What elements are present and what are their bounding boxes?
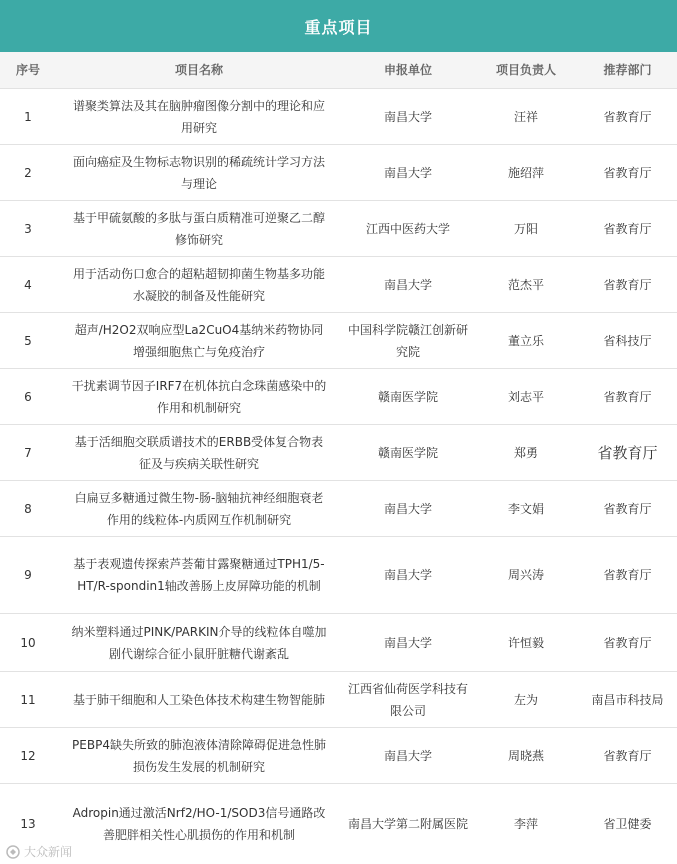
cell-lead: 郑勇: [513, 445, 538, 460]
cell-dept: 省教育厅: [603, 635, 652, 650]
cell-dept: 省教育厅: [603, 109, 652, 124]
table-row: [0, 369, 677, 425]
cell-lead: 范杰平: [507, 277, 544, 292]
table-row: [0, 481, 677, 537]
cell-name: 白扁豆多糖通过微生物-肠-脑轴抗神经细胞衰老作用的线粒体-内质网互作机制研究: [74, 490, 324, 527]
cell-lead: 汪祥: [513, 109, 538, 124]
cell-dept: 省教育厅: [603, 277, 652, 292]
table-row: [0, 145, 677, 201]
cell-no: 7: [24, 445, 32, 460]
cell-no: 5: [24, 333, 32, 348]
cell-unit: 南昌大学: [383, 501, 432, 516]
cell-lead: 周晓燕: [507, 748, 544, 763]
cell-unit: 赣南医学院: [377, 389, 438, 404]
table-row: [0, 728, 677, 784]
cell-lead: 刘志平: [507, 389, 544, 404]
cell-unit: 中国科学院赣江创新研究院: [348, 322, 469, 359]
cell-name: 基于甲硫氨酸的多肽与蛋白质精准可逆聚乙二醇修饰研究: [72, 210, 325, 247]
cell-dept: 南昌市科技局: [591, 692, 664, 707]
cell-unit: 南昌大学: [383, 568, 432, 582]
cell-unit: 赣南医学院: [377, 445, 438, 460]
cell-lead: 许恒毅: [507, 635, 544, 650]
header-no: 序号: [15, 63, 40, 77]
watermark-text: 大众新闻: [24, 845, 73, 859]
cell-unit: 南昌大学: [383, 748, 432, 763]
cell-unit: 南昌大学: [383, 277, 432, 292]
cell-name: 基于活细胞交联质谱技术的ERBB受体复合物表征及与疾病关联性研究: [74, 434, 324, 471]
cell-dept: 省教育厅: [603, 389, 652, 404]
cell-no: 3: [24, 221, 32, 236]
table-row: [0, 614, 677, 672]
watermark-logo-icon: [6, 845, 20, 859]
table-row: [0, 313, 677, 369]
cell-name: 面向癌症及生物标志物识别的稀疏统计学习方法与理论: [72, 154, 325, 191]
cell-name: PEBP4缺失所致的肺泡液体清除障碍促进急性肺损伤发生发展的机制研究: [72, 737, 326, 774]
cell-dept: 省教育厅: [603, 748, 652, 763]
table-header: [0, 52, 677, 89]
cell-no: 12: [20, 748, 36, 763]
cell-name: 基于肺干细胞和人工染色体技术构建生物智能肺: [72, 692, 325, 707]
cell-name: 纳米塑料通过PINK/PARKIN介导的线粒体自噬加剧代谢综合征小鼠肝脏糖代谢紊乱: [71, 624, 327, 661]
cell-name: 超声/H2O2双响应型La2CuO4基纳米药物协同增强细胞焦亡与免疫治疗: [74, 322, 324, 359]
header-dept: 推荐部门: [603, 63, 652, 77]
cell-no: 13: [20, 816, 36, 831]
table-row: [0, 257, 677, 313]
header-unit: 申报单位: [383, 63, 432, 77]
cell-lead: 周兴涛: [507, 568, 544, 582]
cell-no: 10: [20, 635, 36, 650]
cell-dept: 省卫健委: [603, 816, 652, 831]
header-name: 项目名称: [174, 63, 223, 77]
cell-unit: 南昌大学: [383, 635, 432, 650]
cell-lead: 左为: [513, 692, 538, 707]
cell-name: 基于表观遗传探索芦荟葡甘露聚糖通过TPH1/5-HT/R-spondin1轴改善肠上皮屏障功能的机制: [73, 557, 325, 593]
cell-name: 用于活动伤口愈合的超粘超韧抑菌生物基多功能水凝胶的制备及性能研究: [72, 266, 325, 303]
cell-name: Adropin通过激活Nrf2/HO-1/SOD3信号通路改善肥胖相关性心肌损伤的作用和机制: [72, 805, 326, 842]
watermark: [6, 843, 72, 860]
table-row: [0, 672, 677, 728]
cell-no: 1: [24, 109, 32, 124]
cell-dept: 省教育厅: [603, 501, 652, 516]
cell-no: 6: [24, 389, 32, 404]
table-row: [0, 201, 677, 257]
table-row: [0, 425, 677, 481]
cell-lead: 施绍萍: [507, 165, 544, 180]
cell-no: 9: [24, 568, 32, 582]
cell-no: 8: [24, 501, 32, 516]
table-title: 重点项目: [0, 0, 677, 52]
cell-dept: 省教育厅: [603, 568, 652, 582]
cell-dept: 省教育厅: [597, 443, 658, 462]
cell-no: 11: [20, 692, 36, 707]
cell-dept: 省科技厅: [603, 333, 652, 348]
cell-dept: 省教育厅: [603, 165, 652, 180]
cell-lead: 董立乐: [507, 333, 544, 348]
cell-lead: 万阳: [513, 221, 538, 236]
cell-name: 谱聚类算法及其在脑肿瘤图像分割中的理论和应用研究: [72, 98, 325, 135]
cell-no: 4: [24, 277, 32, 292]
cell-lead: 李萍: [513, 816, 538, 831]
cell-no: 2: [24, 165, 32, 180]
table-row: [0, 537, 677, 614]
header-lead: 项目负责人: [495, 63, 556, 77]
cell-name: 干扰素调节因子IRF7在机体抗白念珠菌感染中的作用和机制研究: [71, 378, 327, 415]
cell-dept: 省教育厅: [603, 221, 652, 236]
table-row: [0, 89, 677, 145]
cell-unit: 南昌大学: [383, 109, 432, 124]
cell-unit: 江西中医药大学: [365, 221, 450, 236]
cell-unit: 江西省仙荷医学科技有限公司: [348, 681, 469, 718]
cell-unit: 南昌大学第二附属医院: [348, 816, 469, 831]
table-row: [0, 784, 677, 863]
cell-unit: 南昌大学: [383, 165, 432, 180]
cell-lead: 李文娟: [507, 501, 544, 516]
